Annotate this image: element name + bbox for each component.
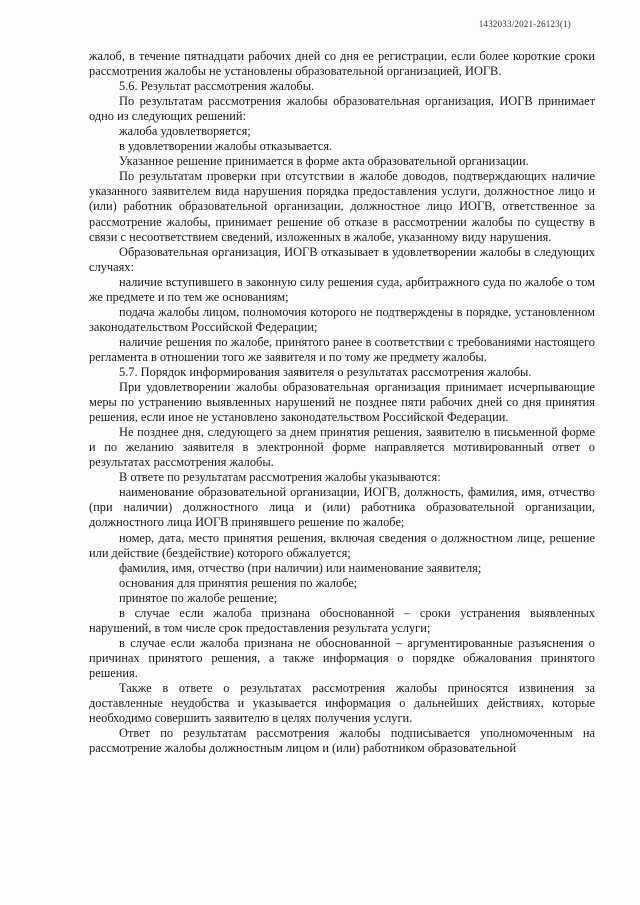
paragraph: В ответе по результатам рассмотрения жалобы указываются: (119, 470, 441, 485)
section-heading: 5.6. Результат рассмотрения жалобы. (119, 79, 315, 94)
paragraph: жалоб, в течение пятнадцати рабочих дней со дня ее регистрации, если более короткие сроки рассмотрения жалобы не установлены образовательной организацией, ИОГВ. (89, 49, 595, 79)
paragraph: По результатам рассмотрения жалобы образовательная организация, ИОГВ принимает одно из следующих решений: (89, 94, 595, 124)
list-item: в случае если жалоба признана не обоснованной – аргументированные разъяснения о причинах принятого решения, а также информация о порядке обжалования принятого решения. (89, 635, 595, 680)
list-item: жалоба удовлетворяется; (119, 124, 251, 139)
list-item: основания для принятия решения по жалобе; (119, 575, 358, 590)
paragraph: По результатам проверки при отсутствии в жалобе доводов, подтверждающих наличие указанного заявителем вида нарушения порядка предоставления услуги, должностное лицо и (или) работник образовательной организации, должностное лицо ИОГВ, ответственное за рассмотрение жалобы, принимает решение об отказе в рассмотрении жалобы по существу в связи с несоответствием сведений, изложенных в жалобе, указанному виду нарушения. (89, 169, 595, 244)
list-item: номер, дата, место принятия решения, включая сведения о должностном лице, решение или действие (бездействие) которого обжалуется; (89, 530, 595, 560)
list-item: фамилия, имя, отчество (при наличии) или наименование заявителя; (119, 560, 482, 575)
list-item: принятое по жалобе решение; (119, 590, 278, 605)
list-item: в удовлетворении жалобы отказывается. (119, 139, 333, 154)
list-item: в случае если жалоба признана обоснованной – сроки устранения выявленных нарушений, в том числе срок предоставления результата услуги; (89, 605, 595, 635)
document-body (89, 49, 595, 756)
list-item: наименование образовательной организации, ИОГВ, должность, фамилия, имя, отчество (при наличии) должностного лица и (или) работника образовательной организации, должностного лица ИОГВ принявшего решение по жалобе; (89, 485, 595, 530)
list-item: наличие решения по жалобе, принятого ранее в соответствии с требованиями настоящего регламента в отношении того же заявителя и по тому же предмету жалобы. (89, 334, 595, 364)
paragraph: Также в ответе о результатах рассмотрения жалобы приносятся извинения за доставленные неудобства и указывается информация о дальнейших действиях, которые необходимо совершить заявителю в целях получения услуги. (89, 680, 595, 726)
paragraph: Указанное решение принимается в форме акта образовательной организации. (119, 154, 529, 169)
document-number: 1432033/2021-26123(1) (478, 19, 571, 29)
paragraph: Образовательная организация, ИОГВ отказывает в удовлетворении жалобы в следующих случаях: (89, 244, 595, 274)
list-item: подача жалобы лицом, полномочия которого не подтверждены в порядке, установленном законодательством Российской Федерации; (89, 304, 595, 334)
section-heading: 5.7. Порядок информирования заявителя о результатах рассмотрения жалобы. (119, 364, 532, 379)
paragraph: При удовлетворении жалобы образовательная организация принимает исчерпывающие меры по устранению выявленных нарушений не позднее пяти рабочих дней со дня принятия решения, если иное не установлено законодательством Российской Федерации. (89, 380, 595, 425)
paragraph: Не позднее дня, следующего за днем принятия решения, заявителю в письменной форме и по желанию заявителя в электронной форме направляется мотивированный ответ о результатах рассмотрения жалобы. (89, 425, 595, 470)
paragraph: Ответ по результатам рассмотрения жалобы подписывается уполномоченным на рассмотрение жалобы должностным лицом и (или) работником образовательной (89, 726, 595, 756)
list-item: наличие вступившего в законную силу решения суда, арбитражного суда по жалобе о том же предмете и по тем же основаниям; (89, 274, 595, 304)
